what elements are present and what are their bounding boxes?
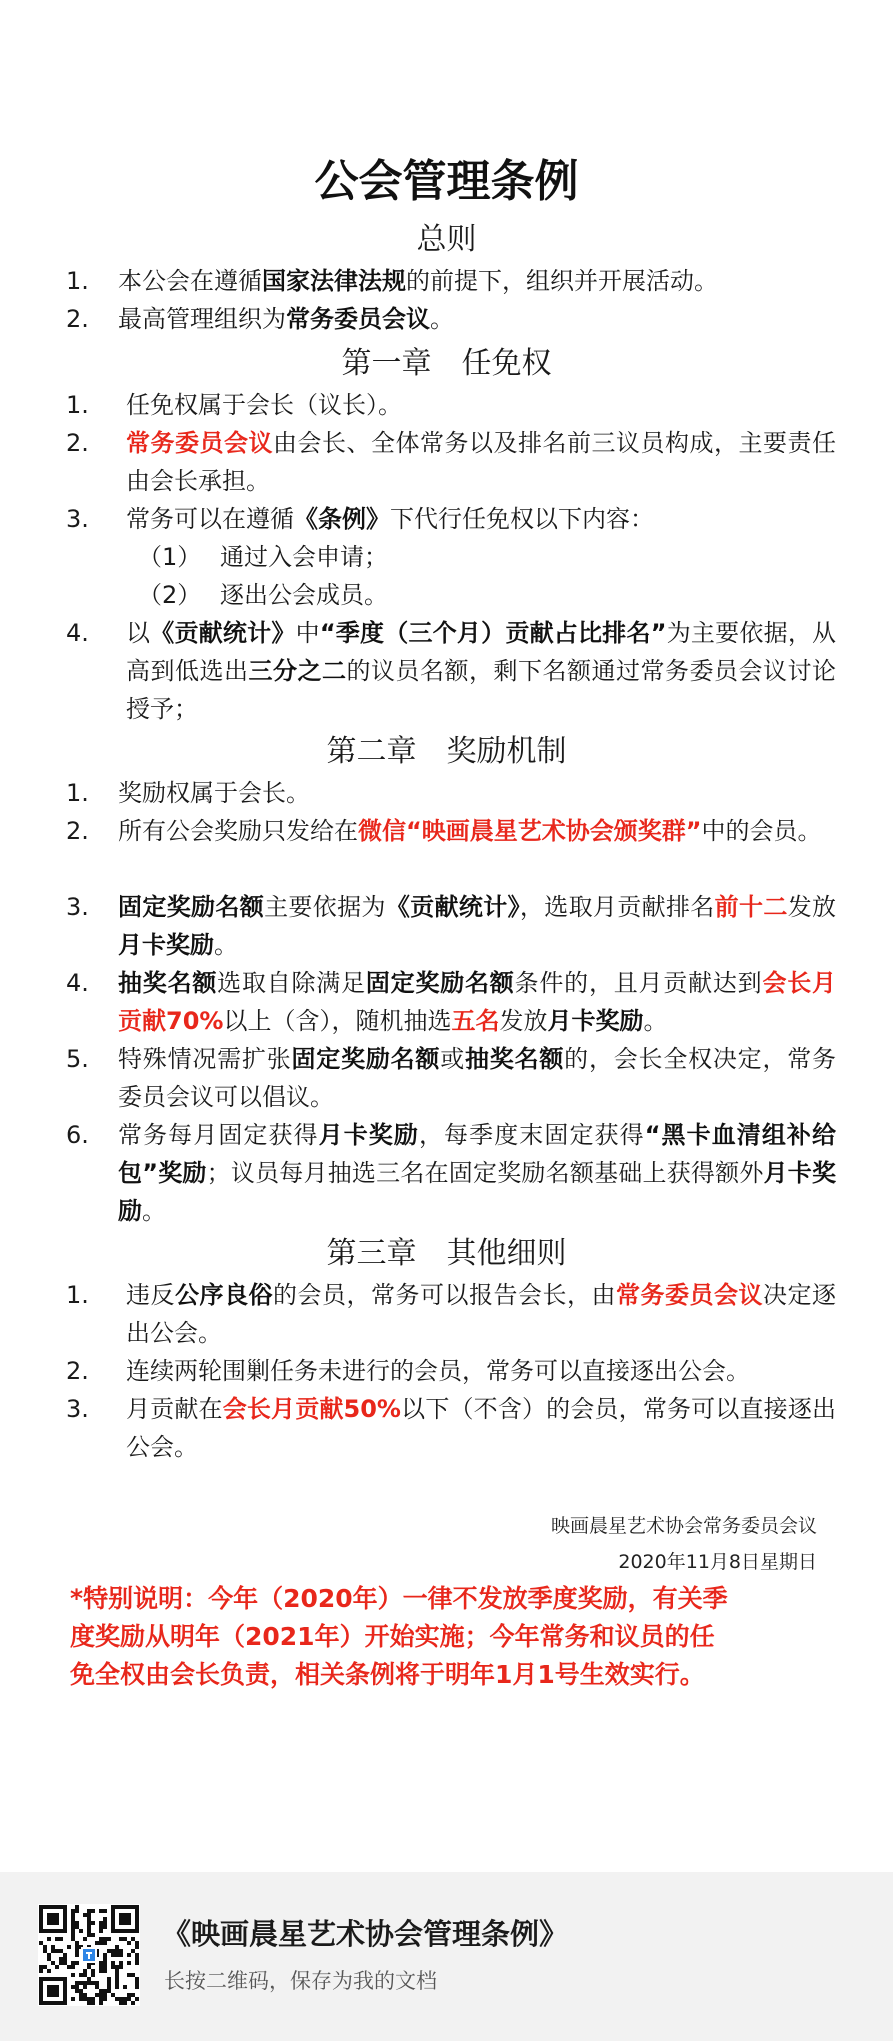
footer-bar bbox=[0, 1872, 893, 2041]
item-text: 所有公会奖励只发给在微信“映画晨星艺术协会颁奖群”中的会员。 bbox=[118, 817, 822, 845]
sub-item-number: （1） bbox=[138, 543, 202, 571]
item-number: 6. bbox=[66, 1121, 89, 1149]
section-heading-chapter1: 第一章 任免权 bbox=[341, 346, 552, 381]
item-text: 常务可以在遵循《条例》下代行任免权以下内容： bbox=[126, 505, 654, 533]
item-number: 4. bbox=[66, 619, 89, 647]
item-number: 2. bbox=[66, 817, 89, 845]
item-text: 常务委员会议由会长、全体常务以及排名前三议员构成，主要责任由会长承担。 bbox=[126, 429, 836, 495]
item-text: 常务每月固定获得月卡奖励，每季度末固定获得“黑卡血清组补给包”奖励；议员每月抽选三名在固定奖励名额基础上获得额外月卡奖励。 bbox=[118, 1121, 837, 1225]
item-number: 5. bbox=[66, 1045, 89, 1073]
item-text: 月贡献在会长月贡献50%以下（不含）的会员，常务可以直接逐出公会。 bbox=[126, 1395, 837, 1461]
section-heading-chapter3: 第三章 其他细则 bbox=[326, 1236, 567, 1271]
item-text: 以《贡献统计》中“季度（三个月）贡献占比排名”为主要依据，从高到低选出三分之二的议员名额，剩下名额通过常务委员会议讨论授予； bbox=[126, 619, 837, 723]
footer-hint: 长按二维码，保存为我的文档 bbox=[164, 1969, 437, 1993]
item-number: 1. bbox=[66, 267, 89, 295]
document-title: 公会管理条例 bbox=[314, 156, 579, 207]
item-number: 3. bbox=[66, 1395, 89, 1423]
item-number: 1. bbox=[66, 391, 89, 419]
sub-item-number: （2） bbox=[138, 581, 202, 609]
item-number: 2. bbox=[66, 1357, 89, 1385]
item-number: 1. bbox=[66, 779, 89, 807]
item-text: 任免权属于会长（议长）。 bbox=[126, 391, 402, 419]
footer-doc-title: 《映画晨星艺术协会管理条例》 bbox=[162, 1917, 569, 1951]
item-text: 本公会在遵循国家法律法规的前提下，组织并开展活动。 bbox=[118, 267, 718, 295]
item-text: 特殊情况需扩张固定奖励名额或抽奖名额的，会长全权决定，常务委员会议可以倡议。 bbox=[118, 1045, 837, 1111]
item-text: 违反公序良俗的会员，常务可以报告会长，由常务委员会议决定逐出公会。 bbox=[126, 1281, 836, 1347]
sub-item-text: 逐出公会成员。 bbox=[220, 581, 388, 609]
qr-code-icon[interactable] bbox=[38, 1904, 140, 2006]
item-text: 最高管理组织为常务委员会议。 bbox=[118, 305, 454, 333]
section-heading-chapter2: 第二章 奖励机制 bbox=[326, 734, 567, 769]
special-note: *特别说明：今年（2020年）一律不发放季度奖励，有关季度奖励从明年（2021年）开始实施；今年常务和议员的任免全权由会长负责，相关条例将于明年1月1号生效实行。 bbox=[70, 1584, 728, 1689]
item-number: 1. bbox=[66, 1281, 89, 1309]
item-text: 固定奖励名额主要依据为《贡献统计》，选取月贡献排名前十二发放月卡奖励。 bbox=[118, 893, 837, 959]
item-text: 连续两轮围剿任务未进行的会员，常务可以直接逐出公会。 bbox=[126, 1357, 750, 1385]
signature-date: 2020年11月8日星期日 bbox=[618, 1551, 817, 1573]
section-heading-general: 总则 bbox=[416, 222, 477, 257]
item-number: 4. bbox=[66, 969, 89, 997]
signature-org: 映画晨星艺术协会常务委员会议 bbox=[550, 1515, 817, 1537]
item-text: 奖励权属于会长。 bbox=[118, 779, 310, 807]
item-number: 2. bbox=[66, 305, 89, 333]
item-text: 抽奖名额选取自除满足固定奖励名额条件的，且月贡献达到会长月贡献70%以上（含），随机抽选五名发放月卡奖励。 bbox=[118, 969, 837, 1035]
sub-item-text: 通过入会申请； bbox=[220, 543, 388, 571]
item-number: 3. bbox=[66, 893, 89, 921]
item-number: 3. bbox=[66, 505, 89, 533]
item-number: 2. bbox=[66, 429, 89, 457]
